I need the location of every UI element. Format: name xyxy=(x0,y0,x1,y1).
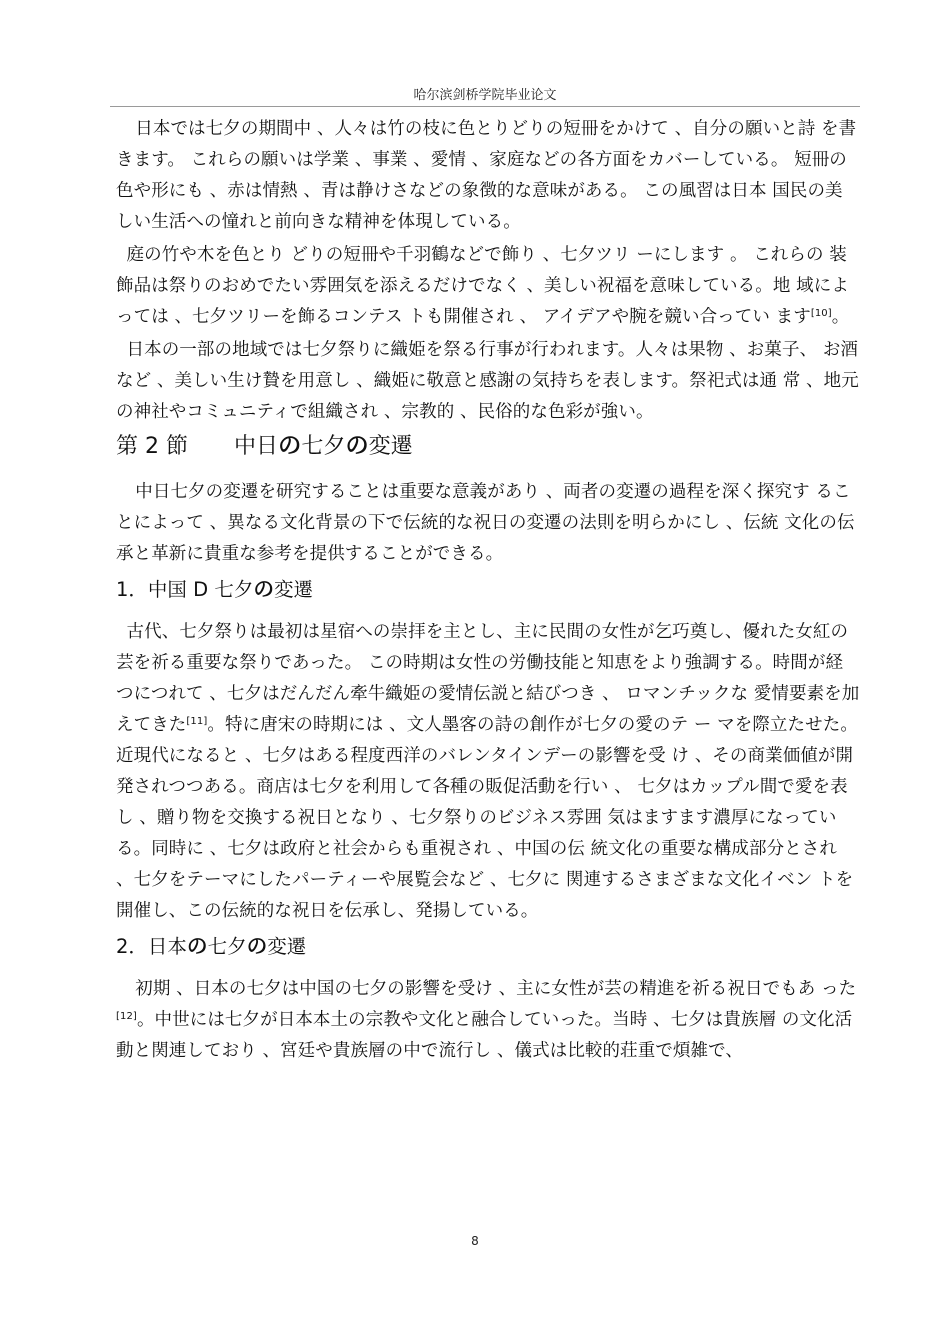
section-intro-paragraph: 中日七夕の変遷を研究することは重要な意義があり 、両者の変遷の過程を深く探究す ることによって 、異なる文化背景の下で伝統的な祝日の変遷の法則を明らかにし 、伝統 文化の伝承と革新に貴重な参考を提供することができる。 xyxy=(116,482,855,564)
page-number: 8 xyxy=(471,1234,479,1248)
section-title-part: 変遷 xyxy=(368,434,413,459)
section-title-part: 七夕 xyxy=(301,434,346,459)
section-title-no: の xyxy=(345,432,369,459)
paragraph-text: 初期 、日本の七夕は中国の七夕の影響を受け 、主に女性が芸の精進を祈る祝日でもあ った xyxy=(135,979,857,999)
paragraph-tanzaku: 日本では七夕の期間中 、人々は竹の枝に色とりどりの短冊をかけて 、自分の願いと詩 を書きます。 これらの願いは学業 、事業 、愛情 、家庭などの各方面をカバーしている。 短冊の色や形にも 、赤は情熱 、青は静けさなどの象徴的な意味がある。 この風習は日本 国民の美しい生活への憧れと前向きな精神を体現している。 xyxy=(116,119,857,232)
subsection-no: の xyxy=(253,577,274,601)
paragraph-orihime-ritual: 日本の一部の地域では七夕祭りに織姫を祭る行事が行われます。人々は果物 、お菓子、 お酒など 、美しい生け贄を用意し 、織姫に敬意と感謝の気持ちを表します。祭祀式は通 常 、地元の神社やコミュニティで組織され 、宗教的 、民俗的な色彩が強い。 xyxy=(116,340,859,422)
subsection-mid: 七夕 xyxy=(207,935,247,958)
subsection-tail: 変遷 xyxy=(267,935,307,958)
paragraph-text: 。特に唐宋の時期には 、文人墨客の詩の創作が七夕の愛のテ ー マを際立たせた。近現代になると 、七夕はある程度西洋のバレンタインデーの影響を受 け 、その商業価値が開発されつつある。商店は七夕を利用して各種の販促活動を行い 、 七夕はカップル間で愛を表し 、贈り物を交換する祝日となり 、七夕祭りのビジネス雰囲 気はますます濃厚になっている。同時に 、七夕は政府と社会からも重視され 、中国の伝 統文化の重要な構成部分とされ 、七夕をテーマにしたパーティーや展覧会など 、七夕に 関連するさまざまな文化イベン トを開催し、この伝統的な祝日を伝承し、発揚している。 xyxy=(116,715,858,921)
section-title-part: 中日 xyxy=(233,434,278,459)
subsection-label: 2．日本 xyxy=(116,935,187,958)
citation-ref: [12] xyxy=(116,1011,137,1022)
subsection-no: の xyxy=(246,934,268,958)
citation-ref: [10] xyxy=(810,308,832,319)
paragraph-japan-tanabata xyxy=(116,974,860,1067)
punctuation: 。 xyxy=(831,307,850,327)
citation-ref: [11] xyxy=(186,716,208,727)
running-header: 哈尔滨剑桥学院毕业论文 xyxy=(413,88,557,103)
subsection-tail: 変遷 xyxy=(274,578,314,601)
subsection-heading-china xyxy=(116,574,860,605)
body-text xyxy=(116,114,860,1067)
subsection-heading-japan xyxy=(116,931,860,962)
header-divider xyxy=(110,106,860,107)
section-number: 第 2 節 xyxy=(116,434,188,459)
paragraph-text: 。中世には七夕が日本本土の宗教や文化と融合していった。当時 、七夕は貴族層 の文化活動と関連しており 、宮廷や貴族層の中で流行し 、儀式は比較的荘重で煩雑で、 xyxy=(116,1010,853,1061)
section-title-no: の xyxy=(278,432,302,459)
paragraph-tanabata-tree xyxy=(116,240,860,333)
paragraph-text: 古代、七夕祭りは最初は星宿への崇拝を主とし、主に民間の女性が乞巧奠し、優れた女紅の芸を祈る重要な祭りであった。 この時期は女性の労働技能と知恵をより強調する。時間が経つにつれて 、七夕はだんだん牽牛織姫の愛情伝説と結びつき 、 ロマンチックな 愛情要素を加えてきた xyxy=(116,622,860,735)
section-heading xyxy=(116,430,860,463)
subsection-label: 1．中国 D 七夕 xyxy=(116,578,254,601)
subsection-no: の xyxy=(186,934,208,958)
paragraph-text: 庭の竹や木を色とり どりの短冊や千羽鶴などで飾り 、七夕ツリ ーにします 。 これらの 装飾品は祭りのおめでたい雰囲気を添えるだけでなく 、美しい祝福を意味している。地 域によっては 、七夕ツリーを飾るコンテス トも開催され 、 アイデアや腕を競い合ってい ます xyxy=(116,245,849,327)
paragraph-china-tanabata xyxy=(116,617,860,927)
